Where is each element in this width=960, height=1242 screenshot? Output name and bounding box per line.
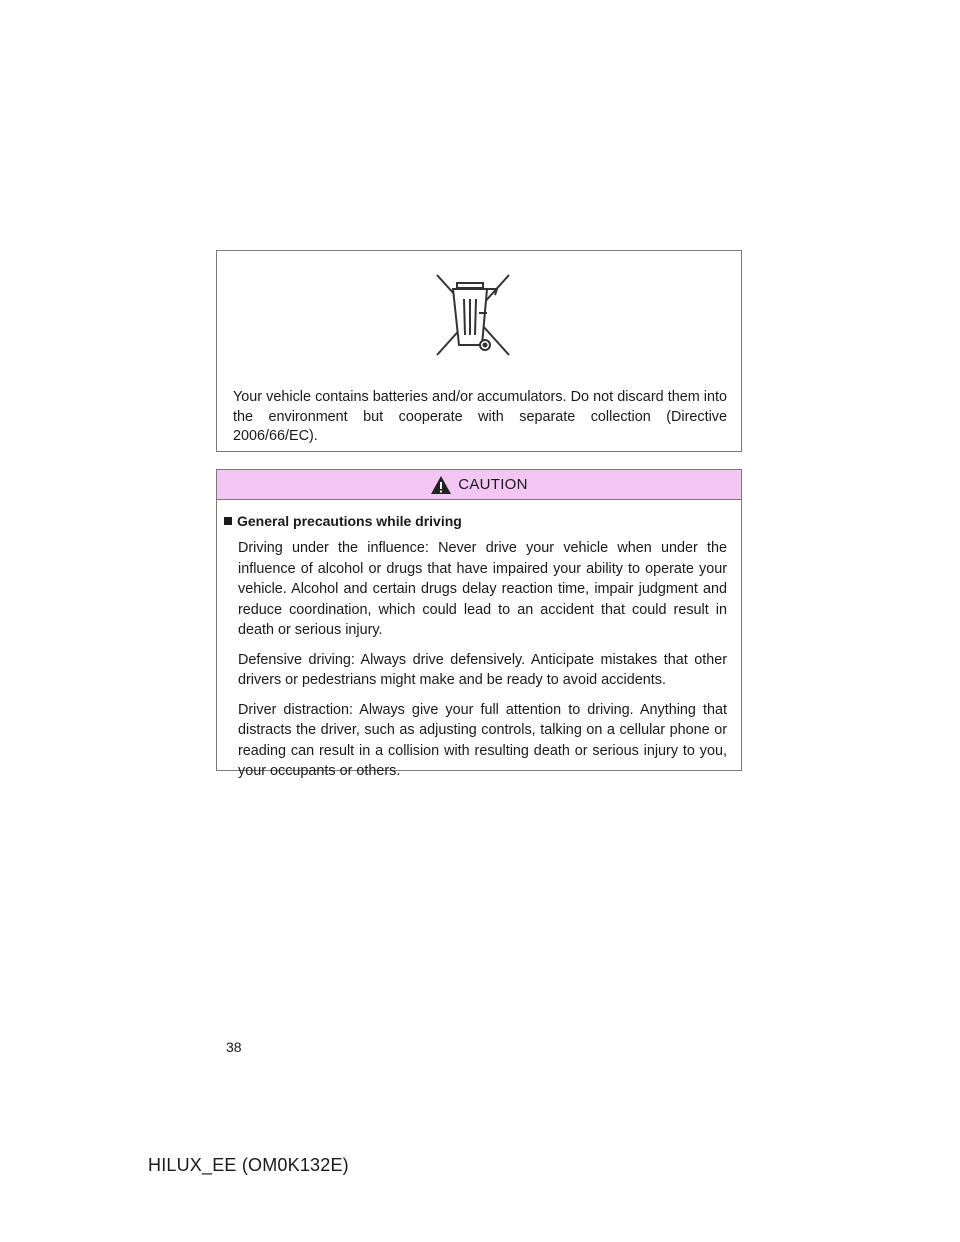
crossed-out-wheelie-bin-icon bbox=[435, 273, 513, 357]
caution-label: CAUTION bbox=[458, 476, 528, 493]
paragraph-driving-under-influence: Driving under the influence: Never drive your vehicle when under the influence of alcohol or drugs that have impaired your ability to operate your vehicle. Alcohol and certain drugs delay reaction time, impair judgment and reduce coordination, which could lead to an accident that could result in death or serious injury. bbox=[238, 540, 727, 638]
battery-disposal-notice bbox=[216, 250, 742, 452]
warning-triangle-icon bbox=[430, 475, 452, 495]
battery-disposal-text: Your vehicle contains batteries and/or accumulators. Do not discard them into the environment but cooperate with separate collection (Directive 2006/66/EC). bbox=[233, 389, 727, 444]
caution-header bbox=[217, 470, 741, 500]
section-title bbox=[223, 513, 727, 529]
square-bullet-icon bbox=[224, 517, 232, 525]
paragraph-driver-distraction: Driver distraction: Always give your full attention to driving. Anything that distracts the driver, such as adjusting controls, talking on a cellular phone or reading can result in a collision with resulting death or serious injury to you, your occupants or others. bbox=[238, 701, 727, 779]
page-number: 38 bbox=[226, 1039, 242, 1055]
section-title-text: General precautions while driving bbox=[237, 513, 462, 529]
footer-document-id: HILUX_EE (OM0K132E) bbox=[148, 1155, 349, 1175]
caution-box bbox=[216, 469, 742, 779]
paragraph-defensive-driving: Defensive driving: Always drive defensively. Anticipate mistakes that other drivers or pedestrians might make and be ready to avoid accidents. bbox=[238, 651, 727, 688]
caution-body bbox=[217, 500, 741, 782]
